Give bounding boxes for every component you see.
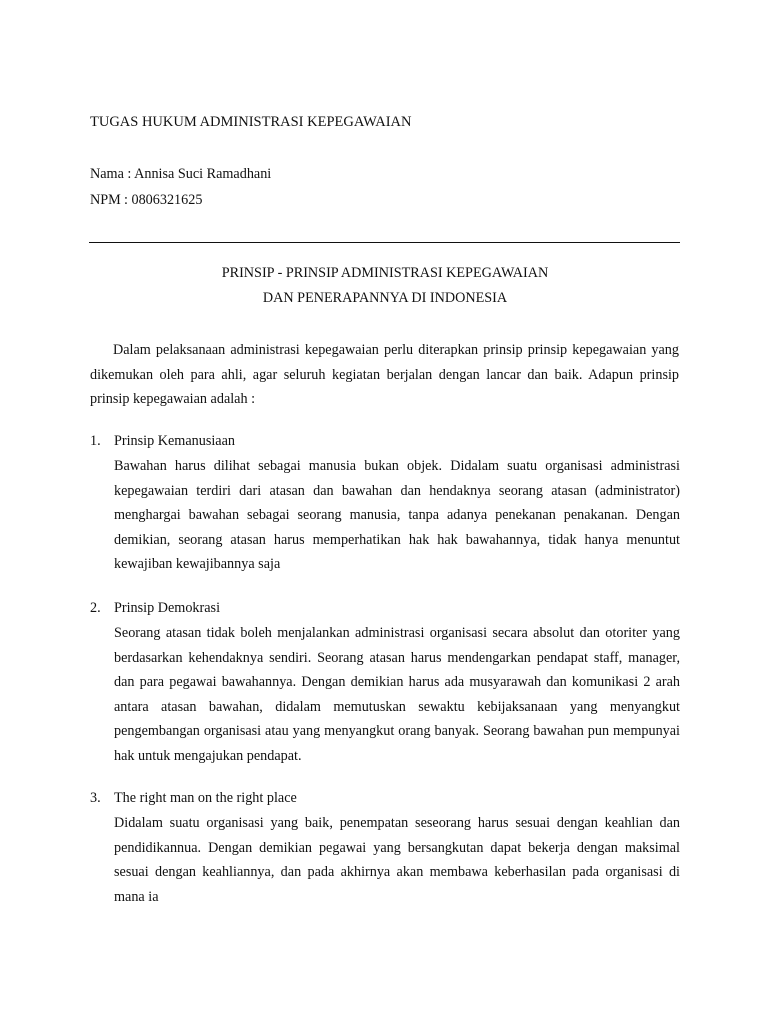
list-item-body: Didalam suatu organisasi yang baik, penempatan seseorang harus sesuai dengan keahlian dan pendidikannua. Dengan demikian pegawai yang bersangkutan dapat bekerja dengan maksimal sesuai dengan keahliannya, dan pada akhirnya akan membawa keberhasilan pada organisasi di mana ia — [114, 815, 680, 905]
list-item-title: The right man on the right place — [114, 790, 297, 806]
horizontal-rule — [89, 242, 680, 243]
list-item-number: 3. — [90, 790, 101, 806]
list-item-heading — [90, 600, 220, 617]
list-item-body: Seorang atasan tidak boleh menjalankan administrasi organisasi secara absolut dan otoriter yang berdasarkan kehendaknya sendiri. Seorang atasan harus mendengarkan pendapat staff, manager, dan para pegawai bawahannya. Dengan demikian harus ada musyarawah dan komunikasi 2 arah antara atasan bawahan, didalam memutuskan sewaktu kebijaksanaan yang menyangkut pengembangan organisasi atau yang menyangkut orang banyak. Seorang bawahan pun mempunyai hak untuk mengajukan pendapat. — [114, 625, 680, 764]
section-heading-line-1: PRINSIP - PRINSIP ADMINISTRASI KEPEGAWAIAN — [221, 265, 549, 281]
list-item-title: Prinsip Kemanusiaan — [114, 433, 235, 449]
list-item-number: 1. — [90, 433, 101, 449]
intro-paragraph: Dalam pelaksanaan administrasi kepegawaian perlu diterapkan prinsip prinsip kepegawaian yang dikemukan oleh para ahli, agar seluruh kegiatan berjalan dengan lancar dan baik. Adapun prinsip prinsip kepegawaian adalah : — [90, 342, 679, 408]
npm-label: NPM — [90, 192, 121, 208]
student-name: Nama : Annisa Suci Ramadhani — [90, 166, 272, 182]
section-heading-line-2: DAN PENERAPANNYA DI INDONESIA — [262, 290, 508, 306]
list-item-number: 2. — [90, 600, 101, 616]
list-item-body: Bawahan harus dilihat sebagai manusia bukan objek. Didalam suatu organisasi administrasi kepegawaian terdiri dari atasan dan bawahan dan hendaknya seorang atasan (administrator) menghargai bawahan sebagai seorang manusia, tanpa adanya penekanan penakanan. Dengan demikian, seorang atasan harus memperhatikan hak hak bawahannya, tidak hanya menuntut kewajiban kewajibannya saja — [114, 458, 680, 573]
student-npm — [90, 192, 202, 209]
list-item-heading — [90, 433, 235, 450]
list-item-heading — [90, 790, 297, 807]
document-title: TUGAS HUKUM ADMINISTRASI KEPEGAWAIAN — [90, 114, 412, 130]
npm-value: : 0806321625 — [124, 192, 203, 208]
list-item-title: Prinsip Demokrasi — [114, 600, 221, 616]
